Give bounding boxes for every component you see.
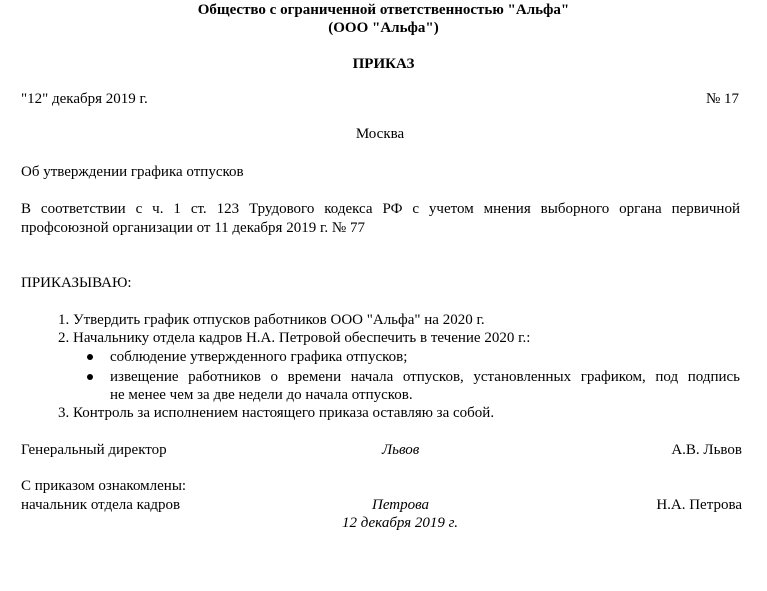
bullet-icon — [87, 354, 93, 360]
sub-item-2-line-1: извещение работников о времени начала отпусков, установленных графиком, под подпись — [110, 369, 740, 385]
bullet-icon — [87, 374, 93, 380]
director-signature: Львов — [382, 442, 420, 458]
director-name: А.В. Львов — [671, 442, 742, 458]
order-date: "12" декабря 2019 г. — [21, 91, 148, 107]
org-short-name: (ООО "Альфа") — [328, 20, 439, 36]
order-number: № 17 — [705, 91, 739, 107]
order-item-3: 3. Контроль за исполнением настоящего приказа оставляю за собой. — [58, 405, 495, 421]
sub-item-1-text: соблюдение утвержденного графика отпусков; — [110, 349, 408, 365]
director-position: Генеральный директор — [21, 442, 167, 458]
order-item-1: 1. Утвердить график отпусков работников ООО "Альфа" на 2020 г. — [58, 312, 485, 328]
order-word: ПРИКАЗЫВАЮ: — [21, 275, 132, 291]
acquaintance-signature: Петрова — [372, 497, 430, 513]
order-item-2: 2. Начальнику отдела кадров Н.А. Петровой обеспечить в течение 2020 г.: — [58, 330, 531, 346]
acquaintance-label: С приказом ознакомлены: — [21, 478, 187, 494]
acquaintance-position: начальник отдела кадров — [21, 497, 181, 513]
city: Москва — [355, 126, 405, 142]
org-full-name: Общество с ограниченной ответственностью "Альфа" — [197, 2, 570, 18]
basis-paragraph-line-1: В соответствии с ч. 1 ст. 123 Трудового кодекса РФ с учетом мнения выборного органа первичной — [21, 201, 740, 217]
basis-paragraph-line-2: профсоюзной организации от 11 декабря 2019 г. № 77 — [21, 220, 365, 236]
order-subject: Об утверждении графика отпусков — [21, 164, 244, 180]
acquaintance-name: Н.А. Петрова — [656, 497, 742, 513]
document-title: ПРИКАЗ — [352, 56, 415, 72]
acquaintance-date: 12 декабря 2019 г. — [342, 515, 459, 531]
sub-item-2-line-2: не менее чем за две недели до начала отпусков. — [110, 387, 413, 403]
